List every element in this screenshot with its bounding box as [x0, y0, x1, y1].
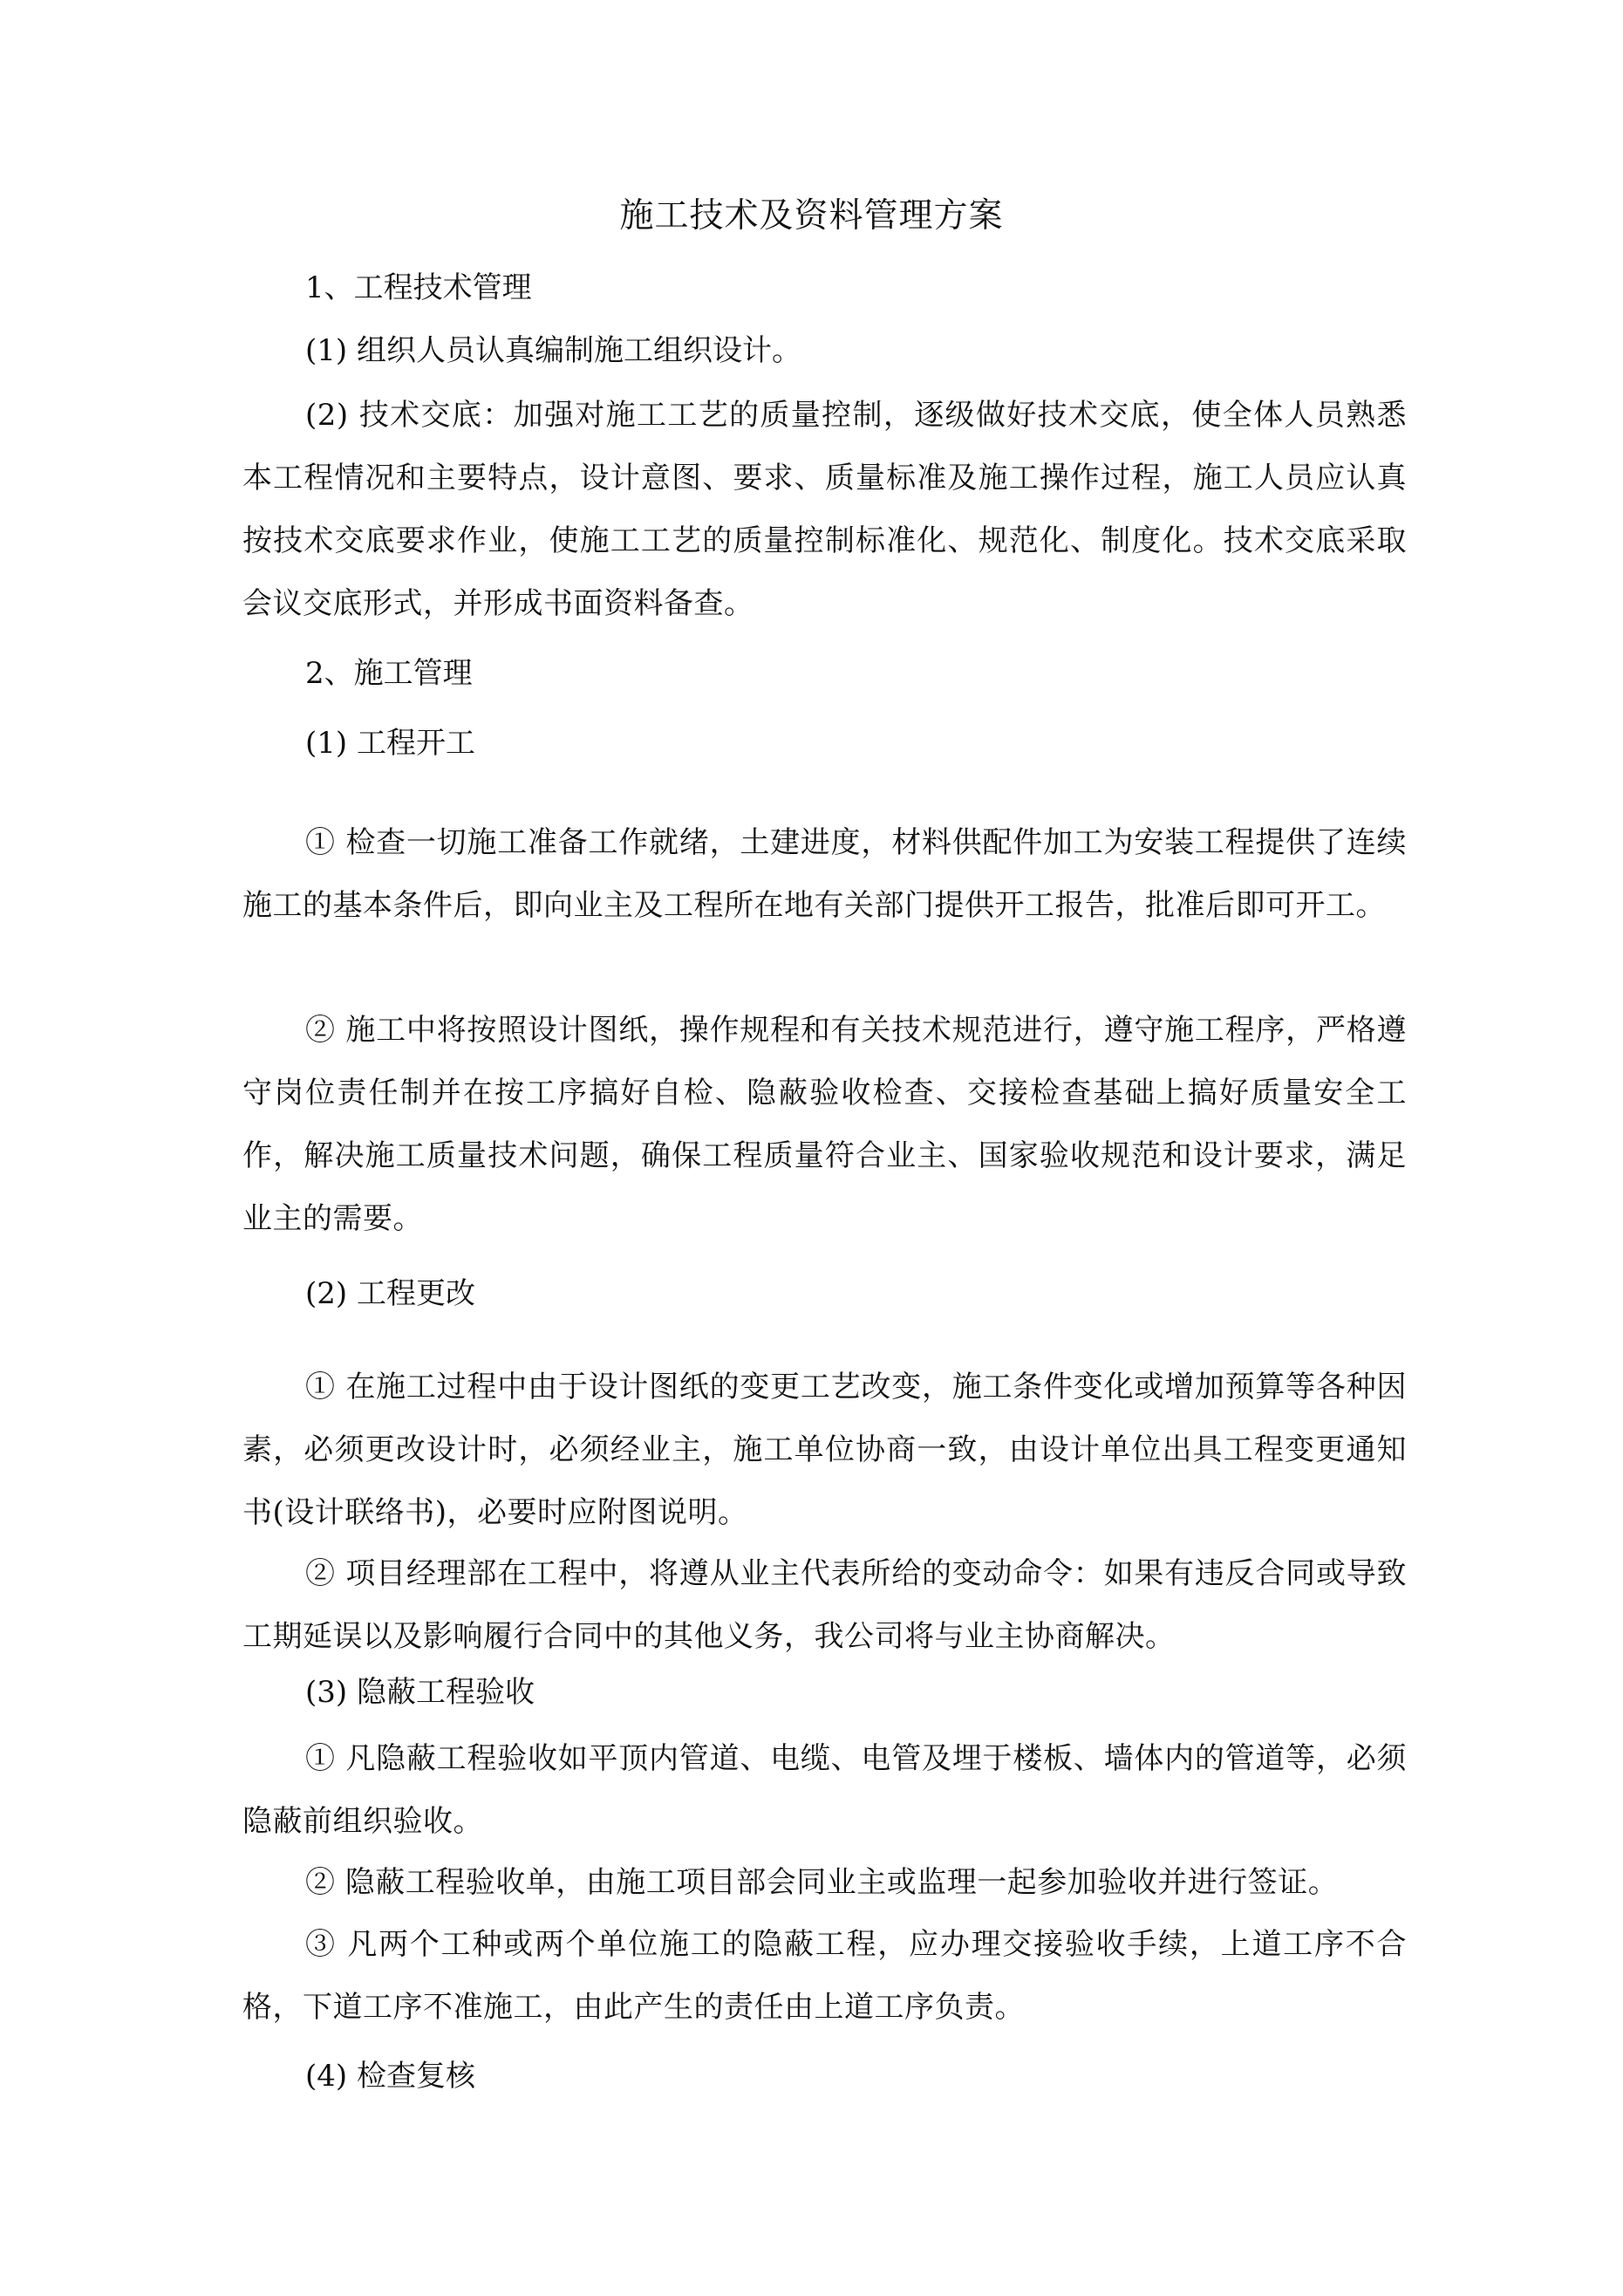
item-2-3-heading: (3) 隐蔽工程验收 — [305, 1675, 535, 1710]
section-heading-1: 1、工程技术管理 — [305, 270, 532, 305]
item-2-2-paragraph-1: ① 在施工过程中由于设计图纸的变更工艺改变，施工条件变化或增加预算等各种因素，必须更改设计时，必须经业主，施工单位协商一致，由设计单位出具工程变更通知书(设计联络书)，必要时应附图说明。 — [242, 1370, 1407, 1530]
item-2-3-paragraph-1: ① 凡隐蔽工程验收如平顶内管道、电缆、电管及埋于楼板、墙体内的管道等，必须隐蔽前组织验收。 — [242, 1741, 1407, 1839]
document-title: 施工技术及资料管理方案 — [619, 196, 1004, 236]
item-1-1: (1) 组织人员认真编制施工组织设计。 — [305, 333, 801, 368]
item-2-4-heading: (4) 检查复核 — [305, 2059, 475, 2094]
item-1-2-paragraph: (2) 技术交底：加强对施工工艺的质量控制，逐级做好技术交底，使全体人员熟悉本工程情况和主要特点，设计意图、要求、质量标准及施工操作过程，施工人员应认真按技术交底要求作业，使施工工艺的质量控制标准化、规范化、制度化。技术交底采取会议交底形式，并形成书面资料备查。 — [242, 398, 1407, 621]
item-2-3-paragraph-3: ③ 凡两个工种或两个单位施工的隐蔽工程，应办理交接验收手续，上道工序不合格，下道工序不准施工，由此产生的责任由上道工序负责。 — [242, 1927, 1407, 2025]
section-heading-2: 2、施工管理 — [305, 656, 473, 691]
item-2-1-paragraph-1: ① 检查一切施工准备工作就绪，土建进度，材料供配件加工为安装工程提供了连续施工的基本条件后，即向业主及工程所在地有关部门提供开工报告，批准后即可开工。 — [242, 825, 1407, 923]
item-2-2-paragraph-2: ② 项目经理部在工程中，将遵从业主代表所给的变动命令：如果有违反合同或导致工期延误以及影响履行合同中的其他义务，我公司将与业主协商解决。 — [242, 1556, 1407, 1654]
item-2-1-paragraph-2: ② 施工中将按照设计图纸，操作规程和有关技术规范进行，遵守施工程序，严格遵守岗位责任制并在按工序搞好自检、隐蔽验收检查、交接检查基础上搞好质量安全工作，解决施工质量技术问题，确保工程质量符合业主、国家验收规范和设计要求，满足业主的需要。 — [242, 1013, 1407, 1236]
item-2-3-paragraph-2: ② 隐蔽工程验收单，由施工项目部会同业主或监理一起参加验收并进行签证。 — [305, 1865, 1339, 1900]
item-2-2-heading: (2) 工程更改 — [305, 1276, 475, 1311]
item-2-1-heading: (1) 工程开工 — [305, 726, 475, 761]
